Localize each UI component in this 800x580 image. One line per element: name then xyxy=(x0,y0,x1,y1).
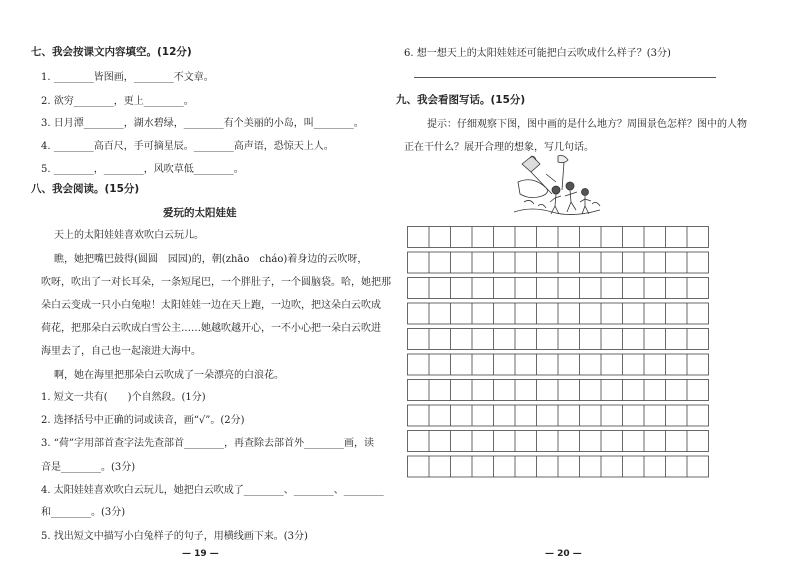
section-7-heading: 七、我会按课文内容填空。(12分) xyxy=(31,46,192,58)
page-number-left: — 19 — xyxy=(182,549,219,559)
s7-question-5: 5. ________，________，风吹草低________。 xyxy=(41,164,244,175)
s8-question-5: 5. 找出短文中描写小白兔样子的句子，用横线画下来。(3分) xyxy=(41,531,308,542)
s7-question-2: 2. 欲穷________，更上________。 xyxy=(41,96,194,107)
s7-question-4: 4. ________高百尺，手可摘星辰。________高声语，恐惊天上人。 xyxy=(41,141,334,152)
s7-question-3: 3. 日月潭________，湖水碧绿，________有个美丽的小岛，叫________。 xyxy=(41,118,364,129)
section-8-heading: 八、我会阅读。(15分) xyxy=(31,183,140,195)
kite-children-illustration xyxy=(512,152,602,220)
grid-row[interactable] xyxy=(408,354,709,375)
prompt-line-1: 提示：仔细观察下图，图中画的是什么地方？周围景色怎样？图中的人物 xyxy=(427,119,747,130)
passage-paragraph-2-line-1: 瞧，她把嘴巴鼓得(圆圆 园园)的，朝(zhāo cháo)着身边的云吹呀， xyxy=(54,254,368,265)
passage-title: 爱玩的太阳娃娃 xyxy=(163,207,237,219)
grid-row[interactable] xyxy=(408,405,709,426)
s8-question-6: 6. 想一想天上的太阳娃娃还可能把白云吹成什么样子？(3分) xyxy=(404,48,671,59)
passage-paragraph-3: 啊，她在海里把那朵白云吹成了一朵漂亮的白浪花。 xyxy=(54,370,284,381)
section-9-heading: 九、我会看图写话。(15分) xyxy=(396,94,526,106)
grid-row[interactable] xyxy=(408,252,709,273)
grid-row[interactable] xyxy=(408,278,709,299)
s7-question-1: 1. ________皆图画，________不文章。 xyxy=(41,72,214,83)
prompt-line-2: 正在干什么？展开合理的想象，写几句话。 xyxy=(404,142,594,153)
page-number-right: — 20 — xyxy=(545,549,582,559)
s8-question-4-line-2: 和________。(3分) xyxy=(41,507,126,518)
s8-question-4-line-1: 4. 太阳娃娃喜欢吹白云玩儿，她把白云吹成了________、________、________ xyxy=(41,485,384,496)
writing-grid[interactable] xyxy=(407,226,713,482)
s8-question-3-line-1: 3. “荷”字用部首查字法先查部首________，再查除去部首外________画，读 xyxy=(41,438,374,449)
grid-row[interactable] xyxy=(408,227,709,248)
passage-paragraph-2-line-2: 吹呀，吹出了一对长耳朵，一条短尾巴，一个胖肚子，一个圆脑袋。哈，她把那 xyxy=(41,277,391,288)
grid-row[interactable] xyxy=(408,303,709,324)
grid-row[interactable] xyxy=(408,431,709,452)
s8-question-3-line-2: 音是________。(3分) xyxy=(41,462,136,473)
passage-paragraph-2-line-5: 海里去了，自己也一起滚进大海中。 xyxy=(41,346,201,357)
passage-paragraph-1: 天上的太阳娃娃喜欢吹白云玩儿。 xyxy=(54,230,204,241)
grid-row[interactable] xyxy=(408,380,709,401)
passage-paragraph-2-line-3: 朵白云变成一只小白兔啦！太阳娃娃一边在天上跑，一边吹，把这朵白云吹成 xyxy=(41,300,381,311)
answer-line[interactable] xyxy=(414,77,716,78)
grid-row[interactable] xyxy=(408,456,709,477)
s8-question-2: 2. 选择括号中正确的词或读音，画“√”。(2分) xyxy=(41,415,245,426)
s8-question-1: 1. 短文一共有( )个自然段。(1分) xyxy=(41,392,206,403)
passage-paragraph-2-line-4: 荷花，把那朵白云吹成白雪公主……她越吹越开心，一不小心把一朵白云吹进 xyxy=(41,323,381,334)
grid-row[interactable] xyxy=(408,329,709,350)
